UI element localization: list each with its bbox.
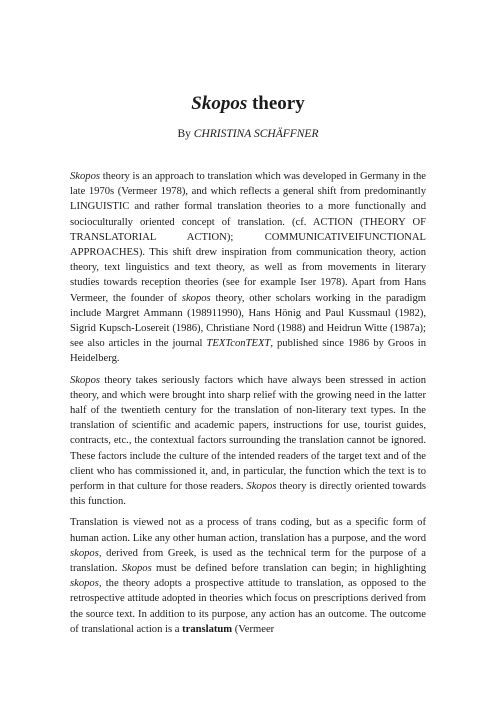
text-run: (Vermeer — [232, 623, 275, 635]
byline — [70, 127, 426, 141]
paragraph-2 — [70, 373, 426, 510]
italic-term: skopos, — [70, 547, 102, 559]
title-italic: Skopos — [191, 93, 248, 114]
author-name: CHRISTINA SCHÄFFNER — [193, 128, 319, 140]
byline-prefix: By — [177, 128, 194, 140]
text-run: Translation is viewed not as a process of trans coding, but as a specific form of human action. Like any other human action, translation has a purpose, and the word — [70, 517, 426, 544]
text-run: , published since 1986 by Groos in Heidelberg. — [70, 338, 426, 365]
italic-term: Skopos — [70, 374, 101, 386]
text-run: theory is an approach to translation which was developed in Germany in the late 1970s (Vermeer 1978), and which reflects a general shift from predominantly LINGUISTIC and rather formal translation theories to a more functionally and socioculturally oriented concept of translation. (cf. ACTION (THEORY OF TRANSLATORIAL ACTION); COMMUNICATIVEIFUNCTIONAL APPROACHES). This shift drew inspiration from communication theory, action theory, text linguistics and text theory, as well as from movements in literary studies towards reception theories (see for example Iser 1978). Apart from Hans Vermeer, the founder of — [70, 171, 426, 304]
italic-term: skopos — [181, 292, 211, 304]
title-rest: theory — [247, 93, 305, 114]
paragraph-3 — [70, 515, 426, 637]
italic-term: Skopos — [246, 481, 277, 493]
paragraph-1 — [70, 169, 426, 367]
text-run: theory, other scholars working in the paradigm include Margret Ammann (198911990), Hans Hönig and Paul Kussmaul (1982), Sigrid Kupsch-Losereit (1986), Christiane Nord (1988) and Heidrun Witte (1987a); see also articles in the journal — [70, 292, 426, 350]
italic-term: Skopos — [70, 171, 101, 182]
text-run: derived from Greek, is used as the technical term for the purpose of a translation. — [70, 547, 426, 575]
text-run: theory takes seriously factors which have always been stressed in action theory, and which were brought into sharp relief with the growing need in the latter half of the twentieth century for the translation of non-literary text types. In the translation of scientific and academic papers, instructions for use, tourist guides, contracts, etc., the contextual factors surrounding the translation cannot be ignored. These factors include the culture of the intended readers of the target text and of the client who has commissioned it, and, in particular, the function which the text is to perform in that culture for those readers. — [70, 374, 426, 493]
document-page — [70, 92, 426, 637]
text-run: theory is directly oriented towards this function. — [70, 481, 427, 508]
italic-term: TEXTconTEXT — [206, 338, 271, 350]
italic-term: Skopos — [121, 563, 152, 575]
article-title — [70, 92, 426, 116]
text-run: must be defined before translation can begin; in highlighting — [151, 563, 426, 575]
text-run: the theory adopts a prospective attitude to translation, as opposed to the retrospective attitude adopted in theories which focus on prescriptions derived from the source text. In addition to its purpose, any action has an outcome. The outcome of translational action is a — [70, 578, 426, 635]
article-body — [70, 169, 426, 637]
italic-term: skopos, — [70, 578, 102, 590]
bold-term: translatum — [182, 623, 233, 635]
